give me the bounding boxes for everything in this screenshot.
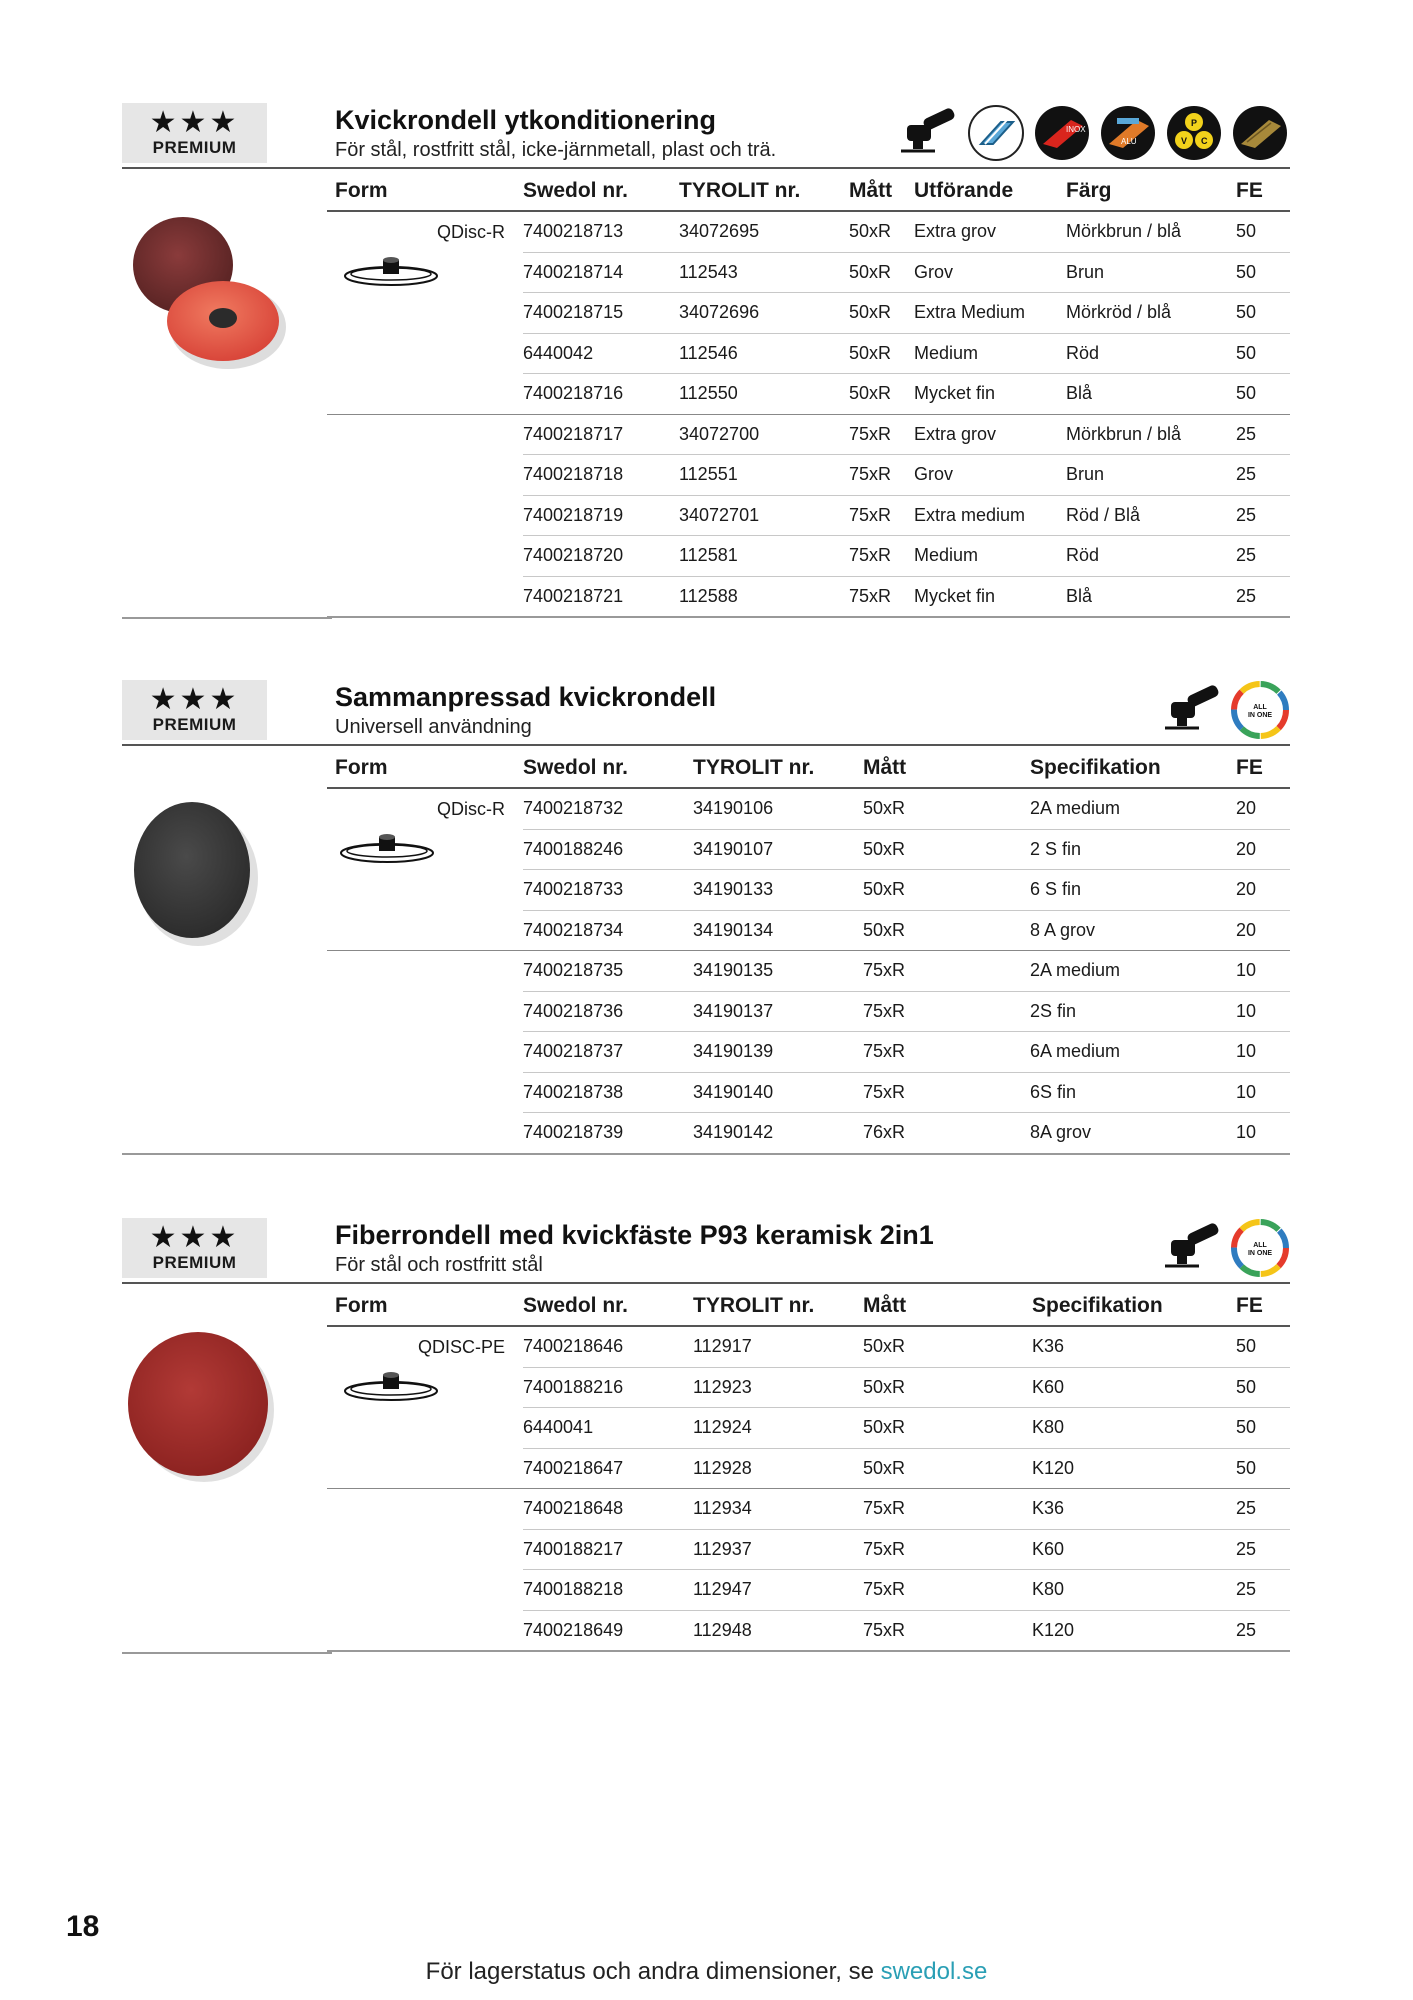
material-icons <box>900 103 1290 163</box>
cell-swedol: 7400218714 <box>523 252 679 293</box>
cell-matt: 75xR <box>863 991 1030 1032</box>
table-row <box>327 414 1290 455</box>
cell-specifikation: 2 S fin <box>1030 829 1236 870</box>
cell-fe: 50 <box>1236 211 1290 252</box>
cell-swedol: 7400218738 <box>523 1072 693 1113</box>
cell-swedol: 7400188218 <box>523 1570 693 1611</box>
header-utforande: Utförande <box>914 171 1066 211</box>
cell-farg: Röd <box>1066 536 1236 577</box>
table-row <box>327 1032 1290 1073</box>
cell-utforande: Medium <box>914 333 1066 374</box>
product-image-disc <box>130 798 270 948</box>
table-row <box>327 1113 1290 1154</box>
cell-specifikation: K60 <box>1032 1529 1236 1570</box>
cell-swedol: 7400218713 <box>523 211 679 252</box>
cell-tyrolit: 34190134 <box>693 910 863 951</box>
alu-material-icon <box>1098 103 1158 163</box>
header-form: Form <box>327 748 523 788</box>
wood-material-icon <box>1230 103 1290 163</box>
cell-fe: 10 <box>1236 991 1290 1032</box>
form-shape-icon <box>327 1367 523 1448</box>
section-title: Fiberrondell med kvickfäste P93 keramisk 2in1 <box>335 1220 934 1250</box>
product-image-disc <box>122 1330 282 1490</box>
cell-swedol: 7400218717 <box>523 414 679 455</box>
cell-fe: 50 <box>1236 1326 1290 1367</box>
cell-matt: 75xR <box>849 576 914 617</box>
cell-tyrolit: 112928 <box>693 1448 863 1489</box>
cell-tyrolit: 112947 <box>693 1570 863 1611</box>
cell-fe: 20 <box>1236 829 1290 870</box>
cell-specifikation: K36 <box>1032 1489 1236 1530</box>
premium-label: PREMIUM <box>152 138 237 157</box>
cell-tyrolit: 112588 <box>679 576 849 617</box>
cell-fe: 50 <box>1236 1448 1290 1489</box>
cell-fe: 25 <box>1236 414 1290 455</box>
cell-tyrolit: 112948 <box>693 1610 863 1651</box>
cell-utforande: Extra grov <box>914 414 1066 455</box>
svg-text:P: P <box>1191 118 1198 128</box>
cell-fe: 25 <box>1236 455 1290 496</box>
cell-matt: 75xR <box>863 1032 1030 1073</box>
table-row <box>327 536 1290 577</box>
cell-fe: 50 <box>1236 252 1290 293</box>
group-divider <box>122 617 332 619</box>
cell-utforande: Grov <box>914 455 1066 496</box>
cell-tyrolit: 34190139 <box>693 1032 863 1073</box>
product-section-3 <box>122 1218 1290 1658</box>
cell-tyrolit: 34190133 <box>693 870 863 911</box>
header-specifikation: Specifikation <box>1032 1286 1236 1326</box>
header-farg: Färg <box>1066 171 1236 211</box>
cell-matt: 75xR <box>863 1610 1032 1651</box>
table-row <box>327 1367 1290 1408</box>
angle-grinder-icon <box>1164 1218 1224 1278</box>
header-tyrolit-nr: TYROLIT nr. <box>679 171 849 211</box>
footer-text: För lagerstatus och andra dimensioner, se <box>425 1958 881 1985</box>
page-number: 18 <box>66 1910 100 1943</box>
cell-swedol: 7400218735 <box>523 951 693 992</box>
cell-specifikation: 6 S fin <box>1030 870 1236 911</box>
table-row <box>327 910 1290 951</box>
cell-farg: Röd / Blå <box>1066 495 1236 536</box>
cell-fe: 20 <box>1236 788 1290 829</box>
cell-swedol: 7400218739 <box>523 1113 693 1154</box>
cell-farg: Blå <box>1066 576 1236 617</box>
table-row <box>327 1489 1290 1530</box>
cell-swedol: 7400188216 <box>523 1367 693 1408</box>
cell-fe: 25 <box>1236 1570 1290 1611</box>
svg-text:IN ONE: IN ONE <box>1247 1250 1273 1257</box>
cell-fe: 50 <box>1236 1408 1290 1449</box>
section-subtitle: Universell användning <box>335 716 532 738</box>
cell-farg: Mörkbrun / blå <box>1066 211 1236 252</box>
cell-farg: Mörkröd / blå <box>1066 293 1236 334</box>
cell-farg: Mörkbrun / blå <box>1066 414 1236 455</box>
table-row <box>327 495 1290 536</box>
cell-tyrolit: 112551 <box>679 455 849 496</box>
cell-utforande: Grov <box>914 252 1066 293</box>
cell-fe: 10 <box>1236 1072 1290 1113</box>
header-form: Form <box>327 171 523 211</box>
cell-specifikation: K80 <box>1032 1570 1236 1611</box>
cell-specifikation: K120 <box>1032 1610 1236 1651</box>
cell-matt: 75xR <box>849 414 914 455</box>
premium-label: PREMIUM <box>152 715 237 734</box>
cell-fe: 50 <box>1236 374 1290 415</box>
section-subtitle: För stål, rostfritt stål, icke-järnmetall, plast och trä. <box>335 139 777 161</box>
cell-matt: 75xR <box>863 1529 1032 1570</box>
table-row <box>327 252 1290 293</box>
cell-swedol: 7400218721 <box>523 576 679 617</box>
cell-swedol: 7400218649 <box>523 1610 693 1651</box>
cell-farg: Blå <box>1066 374 1236 415</box>
svg-text:V: V <box>1181 136 1188 146</box>
cell-fe: 25 <box>1236 1610 1290 1651</box>
group-divider <box>122 1153 332 1155</box>
cell-fe: 10 <box>1236 1032 1290 1073</box>
table-row <box>327 1448 1290 1489</box>
svg-text:ALL: ALL <box>1253 1242 1267 1249</box>
header-tyrolit-nr: TYROLIT nr. <box>693 748 863 788</box>
cell-specifikation: 2S fin <box>1030 991 1236 1032</box>
header-matt: Mått <box>849 171 914 211</box>
cell-utforande: Extra Medium <box>914 293 1066 334</box>
cell-fe: 25 <box>1236 1529 1290 1570</box>
table-header-row <box>327 1286 1290 1326</box>
cell-specifikation: K120 <box>1032 1448 1236 1489</box>
product-table <box>327 171 1290 618</box>
premium-badge <box>122 103 267 163</box>
product-table <box>327 748 1290 1155</box>
material-icons <box>1164 680 1290 740</box>
cell-tyrolit: 112581 <box>679 536 849 577</box>
group-divider <box>122 1652 332 1654</box>
cell-swedol: 7400218734 <box>523 910 693 951</box>
cell-matt: 76xR <box>863 1113 1030 1154</box>
header-fe: FE <box>1236 1286 1290 1326</box>
cell-tyrolit: 112937 <box>693 1529 863 1570</box>
header-matt: Mått <box>863 748 1030 788</box>
table-row <box>327 1610 1290 1651</box>
table-header-row <box>327 748 1290 788</box>
cell-swedol: 7400188246 <box>523 829 693 870</box>
table-row <box>327 1072 1290 1113</box>
page-footer <box>0 1958 1413 1986</box>
table-header-row <box>327 171 1290 211</box>
cell-utforande: Extra grov <box>914 211 1066 252</box>
stars-rating: ★★★ <box>149 106 240 139</box>
cell-tyrolit: 112550 <box>679 374 849 415</box>
header-fe: FE <box>1236 171 1290 211</box>
table-row <box>327 1326 1290 1367</box>
cell-matt: 50xR <box>863 1326 1032 1367</box>
premium-label: PREMIUM <box>152 1253 237 1272</box>
cell-matt: 75xR <box>849 455 914 496</box>
cell-matt: 50xR <box>863 788 1030 829</box>
cell-specifikation: 6S fin <box>1030 1072 1236 1113</box>
header-form: Form <box>327 1286 523 1326</box>
pvc-plastic-icon <box>1164 103 1224 163</box>
cell-tyrolit: 112546 <box>679 333 849 374</box>
cell-tyrolit: 34190137 <box>693 991 863 1032</box>
inox-material-icon <box>1032 103 1092 163</box>
product-section-2 <box>122 680 1290 1160</box>
table-row <box>327 829 1290 870</box>
header-tyrolit-nr: TYROLIT nr. <box>693 1286 863 1326</box>
cell-matt: 50xR <box>863 829 1030 870</box>
header-fe: FE <box>1236 748 1290 788</box>
stars-rating: ★★★ <box>149 1221 240 1254</box>
cell-swedol: 7400218718 <box>523 455 679 496</box>
angle-grinder-icon <box>900 103 960 163</box>
cell-fe: 50 <box>1236 293 1290 334</box>
form-label: QDisc-R <box>437 221 505 242</box>
table-row <box>327 951 1290 992</box>
cell-fe: 25 <box>1236 536 1290 577</box>
cell-tyrolit: 34072695 <box>679 211 849 252</box>
cell-utforande: Medium <box>914 536 1066 577</box>
section-title: Sammanpressad kvickrondell <box>335 682 717 712</box>
cell-tyrolit: 112543 <box>679 252 849 293</box>
cell-swedol: 7400218715 <box>523 293 679 334</box>
table-row <box>327 576 1290 617</box>
cell-tyrolit: 34072696 <box>679 293 849 334</box>
cell-utforande: Mycket fin <box>914 576 1066 617</box>
cell-tyrolit: 34190140 <box>693 1072 863 1113</box>
cell-swedol: 7400218646 <box>523 1326 693 1367</box>
cell-fe: 10 <box>1236 951 1290 992</box>
cell-matt: 75xR <box>863 1570 1032 1611</box>
section-divider <box>122 167 1290 169</box>
cell-specifikation: 2A medium <box>1030 788 1236 829</box>
cell-fe: 25 <box>1236 495 1290 536</box>
cell-matt: 50xR <box>863 910 1030 951</box>
product-image-disc <box>128 213 308 383</box>
cell-matt: 75xR <box>849 536 914 577</box>
cell-matt: 75xR <box>849 495 914 536</box>
header-swedol-nr: Swedol nr. <box>523 1286 693 1326</box>
cell-swedol: 6440041 <box>523 1408 693 1449</box>
cell-specifikation: 2A medium <box>1030 951 1236 992</box>
cell-tyrolit: 34190135 <box>693 951 863 992</box>
table-row <box>327 211 1290 252</box>
table-row <box>327 788 1290 829</box>
svg-text:C: C <box>1201 136 1208 146</box>
cell-matt: 75xR <box>863 951 1030 992</box>
table-row <box>327 455 1290 496</box>
header-swedol-nr: Swedol nr. <box>523 748 693 788</box>
material-icons <box>1164 1218 1290 1278</box>
cell-swedol: 7400218647 <box>523 1448 693 1489</box>
section-divider <box>122 744 1290 746</box>
cell-swedol: 7400218733 <box>523 870 693 911</box>
cell-fe: 50 <box>1236 333 1290 374</box>
cell-matt: 50xR <box>849 211 914 252</box>
section-subtitle: För stål och rostfritt stål <box>335 1254 543 1276</box>
all-in-one-icon <box>1230 680 1290 740</box>
premium-badge <box>122 1218 267 1278</box>
svg-text:ALL: ALL <box>1253 704 1267 711</box>
cell-tyrolit: 34072701 <box>679 495 849 536</box>
table-row <box>327 1570 1290 1611</box>
cell-matt: 50xR <box>849 333 914 374</box>
form-shape-icon <box>327 252 523 374</box>
cell-swedol: 6440042 <box>523 333 679 374</box>
cell-matt: 50xR <box>863 1448 1032 1489</box>
cell-specifikation: 8 A grov <box>1030 910 1236 951</box>
cell-swedol: 7400218716 <box>523 374 679 415</box>
cell-swedol: 7400188217 <box>523 1529 693 1570</box>
cell-specifikation: K80 <box>1032 1408 1236 1449</box>
cell-fe: 25 <box>1236 1489 1290 1530</box>
table-row <box>327 374 1290 415</box>
cell-matt: 50xR <box>863 1408 1032 1449</box>
stars-rating: ★★★ <box>149 683 240 716</box>
cell-utforande: Extra medium <box>914 495 1066 536</box>
cell-specifikation: 6A medium <box>1030 1032 1236 1073</box>
header-swedol-nr: Swedol nr. <box>523 171 679 211</box>
cell-matt: 50xR <box>849 293 914 334</box>
cell-matt: 50xR <box>849 252 914 293</box>
cell-tyrolit: 112917 <box>693 1326 863 1367</box>
cell-tyrolit: 112924 <box>693 1408 863 1449</box>
premium-badge <box>122 680 267 740</box>
cell-tyrolit: 34190142 <box>693 1113 863 1154</box>
footer-link[interactable]: swedol.se <box>880 1958 988 1985</box>
cell-matt: 50xR <box>863 1367 1032 1408</box>
cell-fe: 20 <box>1236 870 1290 911</box>
inox-icon-text: INOX <box>1066 125 1086 134</box>
cell-specifikation: K36 <box>1032 1326 1236 1367</box>
cell-swedol: 7400218720 <box>523 536 679 577</box>
form-shape-icon <box>327 829 523 910</box>
cell-tyrolit: 34072700 <box>679 414 849 455</box>
product-table <box>327 1286 1290 1652</box>
header-specifikation: Specifikation <box>1030 748 1236 788</box>
cell-farg: Brun <box>1066 252 1236 293</box>
cell-specifikation: K60 <box>1032 1367 1236 1408</box>
cell-swedol: 7400218648 <box>523 1489 693 1530</box>
cell-specifikation: 8A grov <box>1030 1113 1236 1154</box>
cell-swedol: 7400218736 <box>523 991 693 1032</box>
cell-utforande: Mycket fin <box>914 374 1066 415</box>
cell-fe: 20 <box>1236 910 1290 951</box>
cell-tyrolit: 34190107 <box>693 829 863 870</box>
cell-swedol: 7400218737 <box>523 1032 693 1073</box>
cell-matt: 50xR <box>849 374 914 415</box>
product-section-1 <box>122 103 1290 623</box>
cell-matt: 75xR <box>863 1072 1030 1113</box>
header-matt: Mått <box>863 1286 1032 1326</box>
form-label: QDisc-R <box>437 798 505 819</box>
alu-icon-text: ALU <box>1121 137 1137 146</box>
svg-text:IN ONE: IN ONE <box>1247 712 1273 719</box>
form-label: QDISC-PE <box>417 1336 505 1357</box>
cell-fe: 10 <box>1236 1113 1290 1154</box>
cell-tyrolit: 112934 <box>693 1489 863 1530</box>
cell-swedol: 7400218732 <box>523 788 693 829</box>
cell-matt: 50xR <box>863 870 1030 911</box>
table-row <box>327 1529 1290 1570</box>
section-title: Kvickrondell ytkonditionering <box>335 105 717 135</box>
cell-tyrolit: 34190106 <box>693 788 863 829</box>
all-in-one-icon <box>1230 1218 1290 1278</box>
cell-swedol: 7400218719 <box>523 495 679 536</box>
table-row <box>327 991 1290 1032</box>
section-divider <box>122 1282 1290 1284</box>
cell-fe: 50 <box>1236 1367 1290 1408</box>
cell-tyrolit: 112923 <box>693 1367 863 1408</box>
angle-grinder-icon <box>1164 680 1224 740</box>
cell-matt: 75xR <box>863 1489 1032 1530</box>
cell-farg: Brun <box>1066 455 1236 496</box>
cell-fe: 25 <box>1236 576 1290 617</box>
cell-farg: Röd <box>1066 333 1236 374</box>
steel-beam-icon <box>966 103 1026 163</box>
